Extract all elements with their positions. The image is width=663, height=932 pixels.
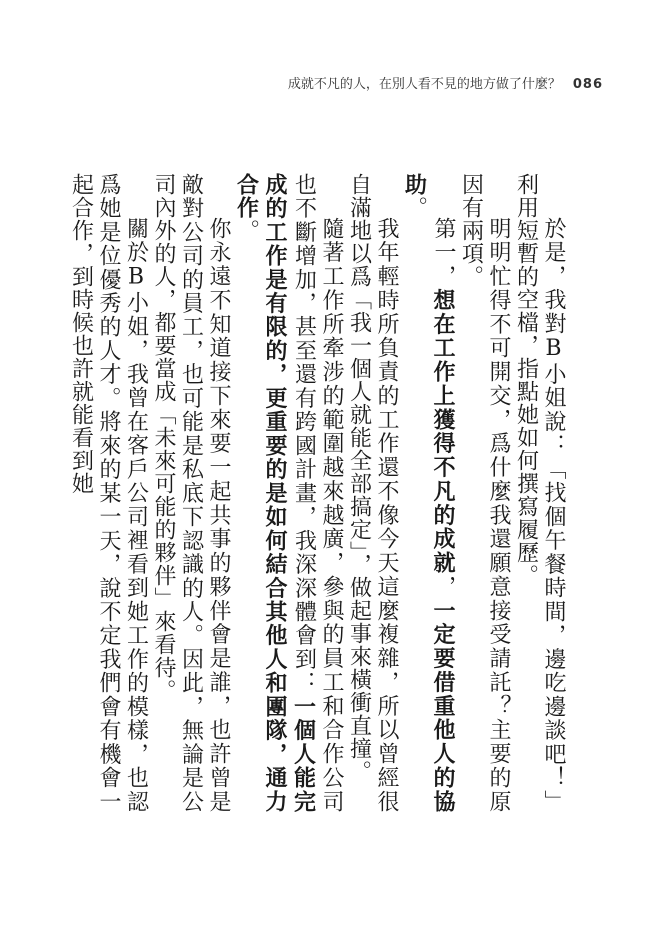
emphasized-text: 想在工作上獲得不凡的成就 [430, 288, 456, 576]
paragraph [457, 173, 512, 813]
paragraph [345, 173, 400, 813]
paragraph-text: 。 [402, 196, 428, 219]
body-text [68, 173, 567, 814]
header-title: 成就不凡的人，在別人看不見的地方做了什麼？ [287, 77, 561, 92]
page-number: 086 [572, 77, 603, 92]
paragraph-text: 第一， [431, 217, 456, 289]
paragraph-text: 你永遠不知道接下來要一起共事的夥伴會是誰，也許曾是敵對公司的員工，也可能是私底下認識的人。因此，無論是公司內外的人，都要當成「未來可能的夥伴」來看待。 [151, 173, 231, 813]
paragraph-text: 關於B小姐，我曾在客戶公司裡看到她工作的模樣，也認爲她是位優秀的人才。將來的某一天，說不定我們會有機會一起合作，到時候也許就能看到她 [68, 173, 149, 813]
emphasized-text: 一定要借重他人的協助 [401, 173, 456, 813]
paragraph-text: ， [431, 575, 456, 599]
paragraph [232, 173, 345, 813]
paragraph [512, 173, 567, 813]
paragraph-text: 隨著工作所牽涉的範圍越來越廣，參與的員工和合作公司也不斷增加，甚至還有跨國計畫，我深深體會到： [291, 173, 344, 813]
paragraph-text: 於是，我對B小姐說：「找個午餐時間，邊吃邊談吧！」利用短暫的空檔，指點她如何撰寫履歷。 [513, 173, 566, 813]
paragraph-text: 我年輕時所負責的工作還不像今天這麼複雜，所以曾經很自滿地以爲「我一個人就能全部搞定」，做起事來橫衝直撞。 [346, 173, 399, 813]
paragraph [400, 173, 457, 813]
paragraph [150, 173, 233, 813]
emphasized-text: 一個人能完成的工作是有限的，更重要的是如何結合其他人和團隊，通力合作 [233, 173, 317, 814]
running-header [288, 73, 603, 92]
paragraph [67, 173, 150, 813]
paragraph-text: 。 [234, 219, 260, 242]
paragraph-text: 明明忙得不可開交，爲什麼我還願意接受請託？主要的原因有兩項。 [458, 173, 511, 813]
